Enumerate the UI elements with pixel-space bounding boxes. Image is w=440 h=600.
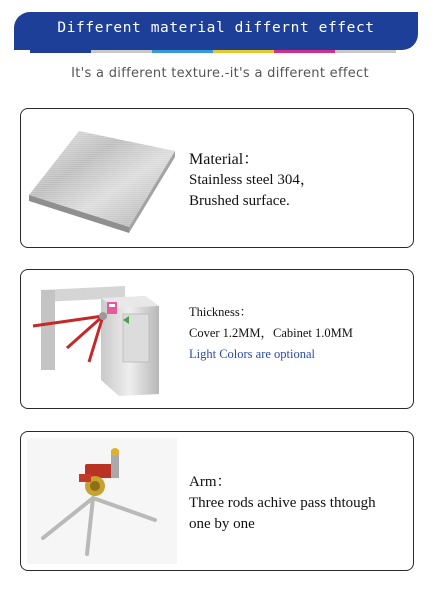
stripe	[274, 50, 335, 53]
card-label: Thickness：	[189, 305, 253, 319]
stripe	[213, 50, 274, 53]
material-card	[20, 108, 414, 248]
card-label: Arm：	[189, 474, 232, 490]
material-text	[189, 149, 315, 212]
arm-text	[189, 472, 376, 535]
thickness-text	[189, 302, 353, 365]
thickness-card	[20, 269, 414, 409]
arm-card	[20, 431, 414, 571]
stripe	[91, 50, 152, 53]
stripe	[30, 50, 91, 53]
card-line: Brushed surface.	[189, 193, 290, 209]
card-label: Material：	[189, 151, 260, 168]
color-stripes	[30, 50, 396, 53]
steel-plate-image	[27, 115, 177, 241]
card-line: Three rods achive pass thtough	[189, 495, 376, 511]
card-line-highlight: Light Colors are optional	[189, 347, 316, 361]
subtitle: It's a different texture.-it's a different effect	[71, 66, 369, 81]
turnstile-image	[27, 276, 177, 402]
tripod-arm-image	[27, 438, 177, 564]
card-line: Stainless steel 304，	[189, 172, 315, 188]
header-banner	[14, 12, 418, 50]
stripe	[335, 50, 396, 53]
card-line: Cover 1.2MM，Cabinet 1.0MM	[189, 326, 353, 340]
stripe	[152, 50, 213, 53]
card-line: one by one	[189, 516, 255, 532]
banner-title: Different material differnt effect	[57, 20, 375, 36]
